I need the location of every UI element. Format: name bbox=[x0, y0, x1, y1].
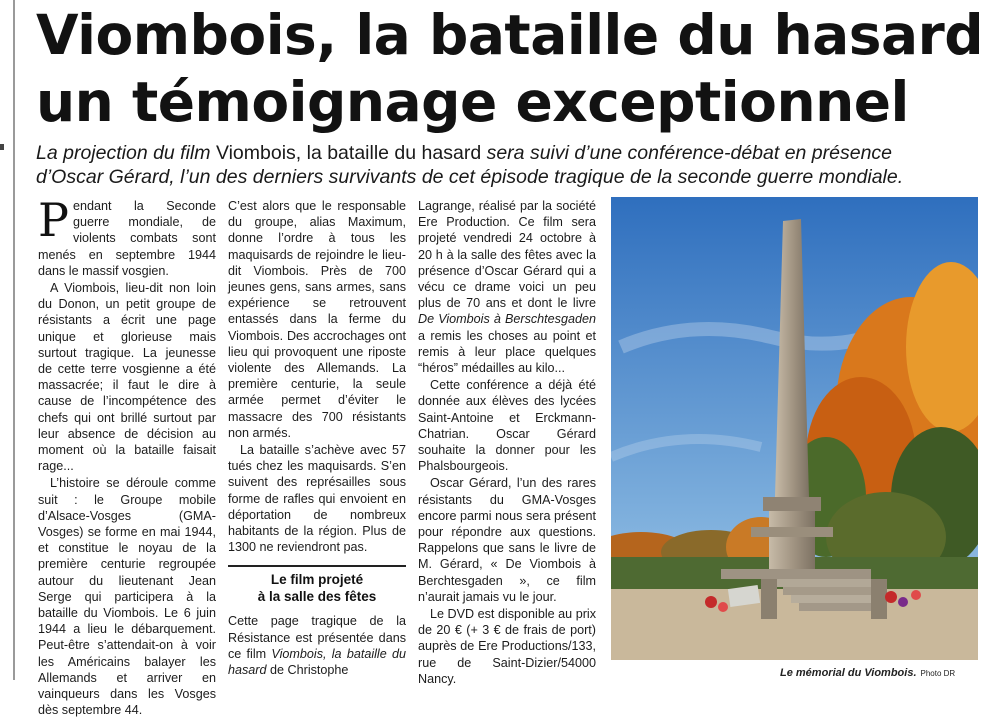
lead-text-2: d’Oscar Gérard, l’un des derniers survivants de cet épisode tragique de la seconde guerre mondiale. bbox=[36, 166, 904, 188]
photo-caption bbox=[780, 666, 955, 681]
lead-paragraph bbox=[36, 141, 981, 189]
lead-film-title: Viombois, la bataille du hasard bbox=[215, 142, 482, 164]
paragraph-film: Cette page tragique de la Résistance est présentée dans ce film Viombois, la bataille du hasard de Christophe bbox=[228, 614, 406, 678]
subheading bbox=[228, 565, 406, 605]
book-title: De Viombois à Berschtesgaden bbox=[418, 312, 596, 327]
photo-credit: Photo DR bbox=[920, 669, 956, 678]
paragraph-bataille: La bataille s’achève avec 57 tués chez les maquisards. S’en suivent des représailles sous forme de rafles qui envoient en déportation de nombreux habitants de la région. Plus de 1300 ne reviendront pas. bbox=[228, 443, 406, 555]
subheading-line-2: à la salle des fêtes bbox=[257, 589, 377, 605]
headline bbox=[36, 2, 984, 136]
film-title: Viombois, la bataille du hasard bbox=[228, 646, 406, 678]
memorial-photo bbox=[611, 197, 978, 660]
page-edge-rule bbox=[13, 0, 15, 680]
paragraph-conference: Cette conférence a déjà été donnée aux élèves des lycées Saint-Antoine et Erckmann-Chatrian. Oscar Gérard souhaite la donner pour les Phalsbourgeois. bbox=[418, 378, 596, 474]
paragraph-projection: Lagrange, réalisé par la société Ere Production. Ce film sera projeté vendredi 24 octobre à 20 h à la salle des fêtes avec la présence d’Oscar Gérard qui a vécu ce drame voici un peu plus de 70 ans et dont le livre De Viombois à Berschtesgaden a remis les choses au point et remis à leur place quelques “héros” médailles au kilo... bbox=[418, 199, 596, 376]
paragraph-dvd: Le DVD est disponible au prix de 20 € (+ 3 € de frais de port) auprès de Ere Productions/133, rue de Saint-Dizier/54000 Nancy. bbox=[418, 607, 596, 686]
paragraph-viombois: A Viombois, lieu-dit non loin du Donon, un petit groupe de résistants a écrit une page unique et glorieuse mais surtout tragique. La jeunesse de cette terre vosgienne a été massacrée; il faut le dire à cause de l’incompétence des chefs qui ont brillé surtout par leur absence de décision au moment où la bataille faisait rage... bbox=[38, 281, 216, 474]
lead-text-1b: sera suivi d’une conférence-débat en présence bbox=[481, 142, 893, 164]
paragraph-oscar-gerard: Oscar Gérard, l’un des rares résistants du GMA-Vosges encore parmi nous sera présent pour répondre aux questions. Rappelons que sans le livre de M. Gérard, « De Viombois à Berchtesgaden », ce film n’aurait jamais vu le jour. bbox=[418, 476, 596, 604]
lead-text-1a: La projection du film bbox=[36, 142, 216, 164]
memorial-illustration bbox=[611, 197, 978, 660]
headline-line-1: Viombois, la bataille du hasard bbox=[36, 3, 984, 67]
page-edge-mark bbox=[0, 144, 4, 150]
column-3 bbox=[418, 198, 596, 687]
column-1 bbox=[38, 193, 216, 719]
column-2 bbox=[228, 198, 406, 678]
paragraph-intro: Pendant la Seconde guerre mondiale, de violents combats sont menés en septembre 1944 dans le massif vosgien. bbox=[38, 193, 216, 278]
paragraph-histoire: L’histoire se déroule comme suit : le Groupe mobile d’Alsace-Vosges (GMA-Vosges) se forme en mai 1944, et constitue le noyau de la première centurie regroupée autour du lieutenant Jean Serge qui participera à la bataille du Viombois. Le 6 juin 1944 a lieu le débarquement. Peut-être s’attendait-on à voir les Américains balayer les Allemands et arriver en vainqueurs dans les Vosges dès septembre 44. bbox=[38, 476, 216, 718]
subheading-line-1: Le film projeté bbox=[270, 572, 364, 588]
caption-text: Le mémorial du Viombois. bbox=[780, 667, 917, 679]
paragraph-responsable: C’est alors que le responsable du groupe, alias Maximum, donne l’ordre à tous les maquisards de rejoindre le lieu-dit Viombois. Près de 700 jeunes gens, sans armes, sans expérience se retrouvent entassés dans la ferme du Viombois. Des accrochages ont lieu qui provoquent une riposte violente des Allemands. La première centurie, la seule armée permet d’éviter le massacre des 700 résistants non armés. bbox=[228, 199, 406, 440]
drop-cap: P bbox=[38, 193, 69, 247]
headline-line-2: un témoignage exceptionnel bbox=[36, 70, 909, 134]
